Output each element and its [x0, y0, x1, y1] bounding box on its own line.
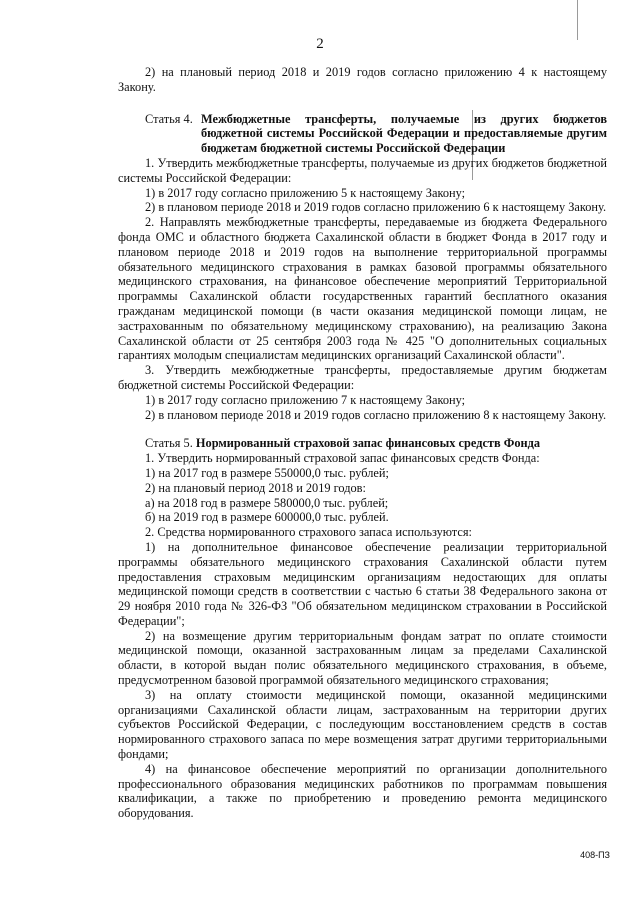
- article-5-item-1-2b: б) на 2019 год в размере 600000,0 тыс. рублей.: [145, 510, 389, 525]
- article-5-heading: [118, 436, 607, 451]
- article-5-title: Нормированный страховой запас финансовых средств Фонда: [195, 436, 541, 451]
- article-5-item-2-1: 1) на дополнительное финансовое обеспечение реализации территориальной программы обязательного медицинского страхования Сахалинской области путем предоставления страховым медицинским организациям недостающих для оплаты медицинской помощи средств в соответствии с частью 6 статьи 38 Федерального закона от 29 ноября 2010 года № 326-ФЗ "Об обязательном медицинском страховании в Российской Федерации";: [118, 539, 607, 628]
- article-4-item-1-2: 2) в плановом периоде 2018 и 2019 годов согласно приложению 6 к настоящему Закону.: [145, 200, 607, 215]
- article-4-item-3-1: 1) в 2017 году согласно приложению 7 к настоящему Закону;: [145, 392, 466, 407]
- paragraph-intro: 2) на плановый период 2018 и 2019 годов согласно приложению 4 к настоящему Закону.: [118, 65, 607, 94]
- article-5-item-1-2: 2) на плановый период 2018 и 2019 годов:: [145, 480, 366, 495]
- document-body: [118, 65, 607, 821]
- article-5-item-2-3: 3) на оплату стоимости медицинской помощи, оказанной медицинскими организациями Сахалинской области лицам, застрахованным на территории других субъектов Российской Федерации, с последующим восстановлением средств в состав нормированного страхового запаса по мере возмещения затрат другими территориальными фондами;: [118, 687, 607, 762]
- article-4-paragraph-1: 1. Утвердить межбюджетные трансферты, получаемые из других бюджетов бюджетной системы Российской Федерации:: [118, 155, 607, 185]
- article-5-paragraph-1: 1. Утвердить нормированный страховой запас финансовых средств Фонда:: [145, 451, 540, 466]
- article-4-item-3-2: 2) в плановом периоде 2018 и 2019 годов согласно приложению 8 к настоящему Закону.: [145, 407, 607, 422]
- scan-line-top: [577, 0, 578, 40]
- article-4-item-1-1: 1) в 2017 году согласно приложению 5 к настоящему Закону;: [145, 185, 466, 200]
- document-code: 408-ПЗ: [580, 850, 610, 860]
- article-4-paragraph-3: 3. Утвердить межбюджетные трансферты, предоставляемые другим бюджетам бюджетной системы Российской Федерации:: [118, 363, 607, 392]
- article-4-paragraph-2: 2. Направлять межбюджетные трансферты, передаваемые из бюджета Федерального фонда ОМС и областного бюджета Сахалинской области в бюджет Фонда в 2017 году и плановом периоде 2018 и 2019 годов на выполнение территориальной программы обязательного медицинского страхования в рамках базовой программы обязательного медицинского страхования, на финансовое обеспечение мероприятий Территориальной программы Сахалинской области государственных гарантий бесплатного оказания гражданам медицинской помощи (в части оказания медицинской помощи лицам, не застрахованным по обязательному медицинскому страхованию), на реализацию Закона Сахалинской области от 25 сентября 2003 года № 425 "О дополнительных социальных гарантиях молодым специалистам медицинских организаций Сахалинской области".: [118, 215, 607, 363]
- article-5-item-1-2a: а) на 2018 год в размере 580000,0 тыс. рублей;: [145, 495, 389, 510]
- article-5-label: Статья 5.: [145, 436, 193, 451]
- article-5-paragraph-2: 2. Средства нормированного страхового запаса используются:: [145, 525, 472, 540]
- article-5-item-1-1: 1) на 2017 год в размере 550000,0 тыс. рублей;: [145, 465, 389, 480]
- article-5-item-2-2: 2) на возмещение другим территориальным фондам затрат по оплате стоимости медицинской помощи, оказанной застрахованным лицам за пределами Сахалинской области, в которой выдан полис обязательного медицинского страхования, в объеме, предусмотренном базовой программой обязательного медицинского страхования;: [118, 628, 607, 688]
- page-number: 2: [316, 36, 324, 52]
- article-4-heading: [118, 112, 607, 156]
- article-5-item-2-4: 4) на финансовое обеспечение мероприятий по организации дополнительного профессионального образования медицинских работников по программам повышения квалификации, а также по приобретению и проведению ремонта медицинского оборудования.: [118, 761, 607, 821]
- article-4-label: Статья 4.: [145, 111, 193, 126]
- article-4-title: Межбюджетные трансферты, получаемые из других бюджетов бюджетной системы Российской Федерации и предоставляемые другим бюджетам бюджетной системы Российской Федерации: [201, 111, 607, 156]
